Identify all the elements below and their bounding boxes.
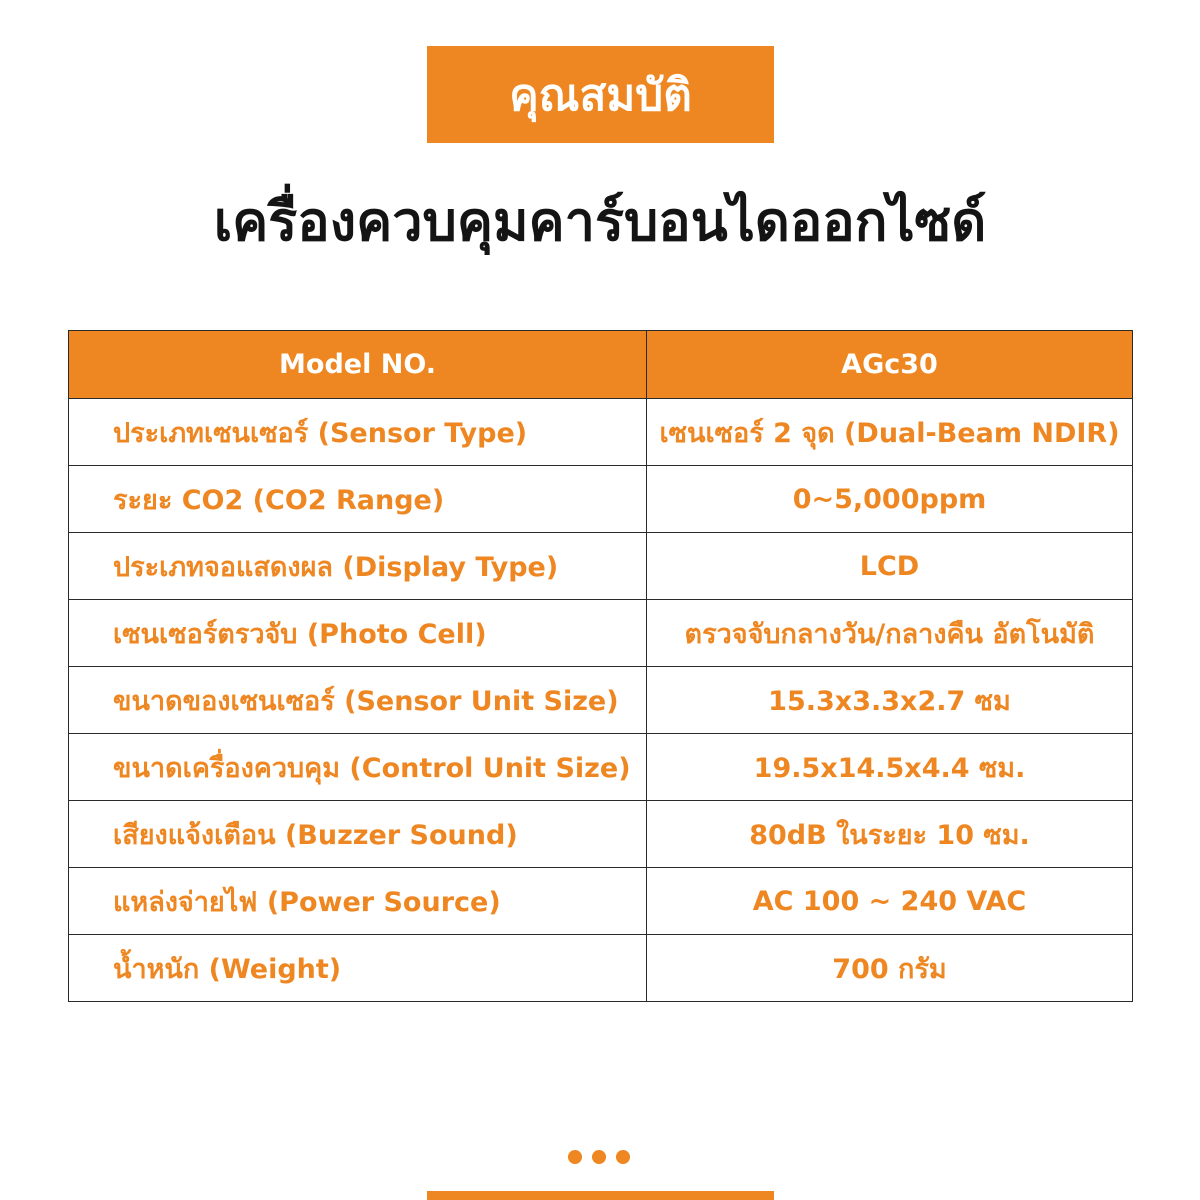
- dot-icon: [568, 1150, 582, 1164]
- spec-value: 700 กรัม: [647, 935, 1133, 1002]
- specifications-table: [68, 330, 1133, 1002]
- spec-value: 0~5,000ppm: [647, 466, 1133, 533]
- spec-value: เซนเซอร์ 2 จุด (Dual-Beam NDIR): [647, 399, 1133, 466]
- table-row: [69, 399, 1133, 466]
- column-header-model: Model NO.: [69, 331, 647, 399]
- spec-label: เซนเซอร์ตรวจับ (Photo Cell): [69, 600, 647, 667]
- spec-label: แหล่งจ่ายไฟ (Power Source): [69, 868, 647, 935]
- table-header-row: [69, 331, 1133, 399]
- spec-label: ระยะ CO2 (CO2 Range): [69, 466, 647, 533]
- spec-value: ตรวจจับกลางวัน/กลางคืน อัตโนมัติ: [647, 600, 1133, 667]
- spec-value: LCD: [647, 533, 1133, 600]
- spec-label: ประเภทเซนเซอร์ (Sensor Type): [69, 399, 647, 466]
- table-row: [69, 667, 1133, 734]
- spec-label: เสียงแจ้งเตือน (Buzzer Sound): [69, 801, 647, 868]
- table-row: [69, 533, 1133, 600]
- table-row: [69, 801, 1133, 868]
- spec-label: ขนาดของเซนเซอร์ (Sensor Unit Size): [69, 667, 647, 734]
- spec-value: 19.5x14.5x4.4 ซม.: [647, 734, 1133, 801]
- dot-icon: [592, 1150, 606, 1164]
- spec-value: 15.3x3.3x2.7 ซม: [647, 667, 1133, 734]
- pagination-dots: [568, 1150, 630, 1164]
- dot-icon: [616, 1150, 630, 1164]
- table-row: [69, 600, 1133, 667]
- bottom-accent-bar: [427, 1191, 774, 1200]
- table-row: [69, 734, 1133, 801]
- column-header-value: AGc30: [647, 331, 1133, 399]
- badge-label: คุณสมบัติ: [509, 69, 692, 121]
- table-row: [69, 868, 1133, 935]
- spec-label: น้ำหนัก (Weight): [69, 935, 647, 1002]
- spec-value: 80dB ในระยะ 10 ซม.: [647, 801, 1133, 868]
- table-row: [69, 466, 1133, 533]
- section-badge: [427, 46, 774, 143]
- spec-label: ขนาดเครื่องควบคุม (Control Unit Size): [69, 734, 647, 801]
- spec-value: AC 100 ~ 240 VAC: [647, 868, 1133, 935]
- table-row: [69, 935, 1133, 1002]
- spec-label: ประเภทจอแสดงผล (Display Type): [69, 533, 647, 600]
- page-title: เครื่องควบคุมคาร์บอนไดออกไซด์: [213, 190, 987, 253]
